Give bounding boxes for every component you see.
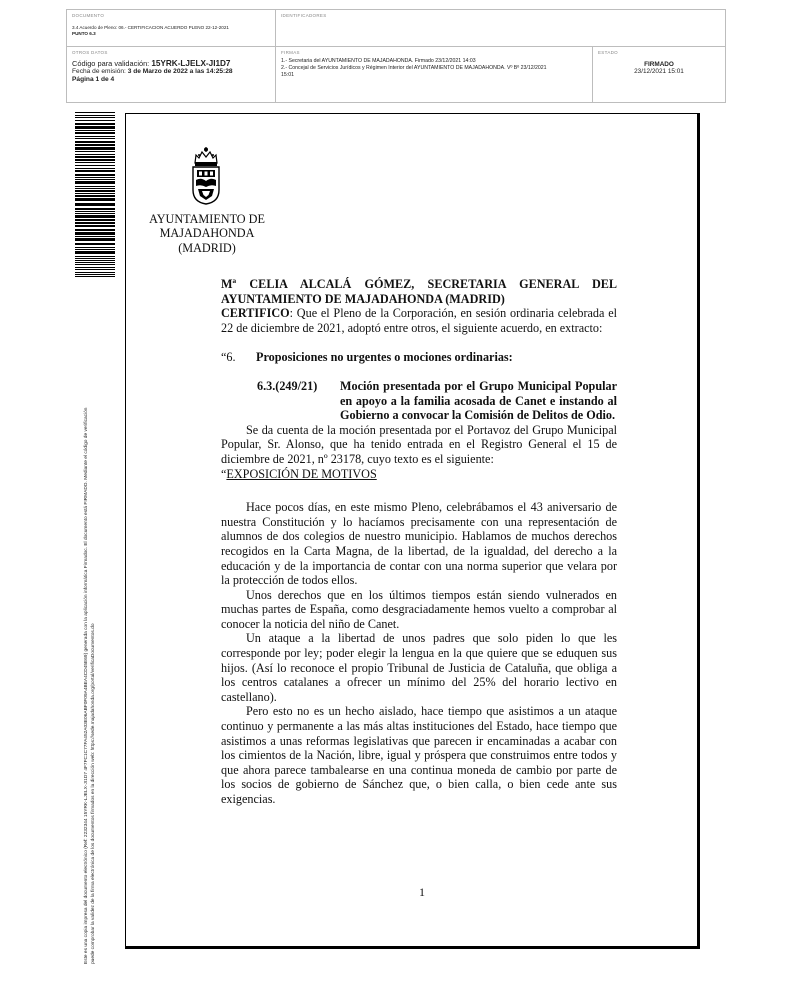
documento-line-2: PUNTO 6.3: [72, 31, 96, 36]
paragraph-3: Un ataque a la libertad de unos padres que solo piden lo que les corresponde por ley; poder elegir la lengua en la que quiere que se eduquen sus hijos. (Así lo reconoce el propio Tribunal de Justicia de Cataluña, que obliga a los centros catalanes a ofrecer un mínimo del 25% del horario lectivo en castellano).: [221, 631, 617, 704]
validation-code-prefix: Código para validación:: [72, 59, 150, 68]
barcode-stripe: [75, 130, 115, 131]
firmas-label: FIRMAS: [281, 50, 300, 55]
issue-date-prefix: Fecha de emisión:: [72, 68, 126, 75]
paragraph-1: Hace pocos días, en este mismo Pleno, celebrábamos el 43 aniversario de nuestra Constitución y lo hacíamos precisamente con una representación de alumnos de dos colegios de nuestro municipio. Hablamos de muchos derechos recogidos en la Carta Magna, de la libertad, de la igualdad, del derecho a la educación y de la importancia de contar con una norma superior que velara por la protección de todos ellos.: [221, 500, 617, 588]
letterhead: [145, 212, 269, 255]
letterhead-line-3: (MADRID): [178, 240, 236, 255]
otros-datos-label: OTROS DATOS: [72, 50, 108, 55]
signature-1: 1.- Secretaria del AYUNTAMIENTO DE MAJADAHONDA. Firmado 23/12/2021 14:03: [281, 58, 476, 64]
otros-datos-cell: [67, 47, 276, 102]
barcode-stripe: [75, 136, 115, 137]
barcode-stripe: [75, 251, 115, 254]
barcode-stripe: [75, 262, 115, 263]
barcode-stripe: [75, 198, 115, 201]
barcode-stripe: [75, 186, 115, 187]
motion-title: Moción presentada por el Grupo Municipal Popular en apoyo a la familia acosada de Canet e instando al Gobierno a convocar la Comisión de Delitos de Odio.: [340, 378, 617, 423]
validation-code: 15YRK-LJELX-JI1D7: [151, 59, 231, 68]
barcode-stripe: [75, 225, 115, 227]
paragraph-cuenta: Se da cuenta de la moción presentada por el Portavoz del Grupo Municipal Popular, Sr. Alonso, que ha tenido entrada en el Registro General el 15 de diciembre de 2021, nº 23178, cuyo texto es el siguiente:: [221, 422, 617, 466]
barcode-stripe: [75, 188, 115, 189]
barcode-stripe: [75, 190, 115, 192]
barcode-stripe: [75, 215, 115, 218]
side-text-line-1: Este es una copia impresa del documento electrónico (Ref: 2232344 15YRK-LJELX-JI1D7 4F7FC1C77FA452A03E06ABF0F09A4BEA4CD45E69) generada con la aplicación informática Firmadoc. El documento está FIRMADO. Mediante el código de verificación: [84, 407, 89, 964]
exposicion-title: EXPOSICIÓN DE MOTIVOS: [226, 466, 377, 481]
estado-label: ESTADO: [598, 50, 618, 55]
barcode-stripe: [75, 126, 115, 129]
certifico-paragraph: [221, 306, 617, 335]
motion-heading: [257, 379, 617, 423]
barcode-stripe: [75, 179, 115, 180]
barcode-stripe: [75, 141, 115, 143]
motion-number: 6.3.(249/21): [257, 378, 318, 393]
agenda-item-6: [221, 350, 617, 365]
barcode-stripe: [75, 168, 115, 169]
document-header: [66, 9, 726, 103]
barcode-stripe: [75, 115, 115, 116]
barcode-stripe: [75, 165, 115, 166]
coat-of-arms-icon: [189, 146, 223, 206]
header-row-1: [67, 10, 725, 47]
barcode-stripe: [75, 154, 115, 155]
barcode-stripe: [75, 195, 115, 197]
agenda-item-number: “6.: [221, 350, 236, 365]
status-date: 23/12/2021 15:01: [634, 68, 684, 75]
barcode-stripe: [75, 243, 115, 245]
barcode-stripe: [75, 229, 115, 231]
barcode-stripe: [75, 211, 115, 212]
barcode-stripe: [75, 247, 115, 248]
issue-date-line: [72, 68, 270, 76]
barcode-stripe: [75, 203, 115, 206]
firmas-cell: [276, 47, 593, 102]
barcode-stripe: [75, 256, 115, 257]
exposicion-quote: “: [221, 466, 227, 481]
barcode-stripe: [75, 213, 115, 214]
barcode-stripe: [75, 193, 115, 194]
page-count: Página 1 de 4: [72, 76, 115, 83]
certifico-text: : Que el Pleno de la Corporación, en sesión ordinaria celebrada el 22 de diciembre de 2021, adoptó entre otros, el siguiente acuerdo, en extracto:: [221, 306, 617, 335]
barcode-stripe: [75, 123, 115, 125]
barcode-stripe: [75, 232, 115, 235]
paragraph-2: Unos derechos que en los últimos tiempos están siendo vulnerados en muchas partes de España, como desgraciadamente hemos vuelto a comprobar al conocer la noticia del niño de Canet.: [221, 587, 617, 631]
barcode-stripe: [75, 156, 115, 158]
barcode-stripe: [75, 117, 115, 118]
barcode-stripe: [75, 138, 115, 139]
barcode-stripe: [75, 144, 115, 146]
barcode-stripe: [75, 238, 115, 241]
letterhead-line-1: AYUNTAMIENTO DE: [149, 212, 265, 226]
documento-line-1: 3.4 Acuerdo de Pleno: 06.- CERTIFICACION ACUERDO PLENO 22-12-2021: [72, 25, 229, 30]
estado-cell: [593, 47, 725, 102]
document-body: [221, 277, 617, 807]
barcode-stripe: [75, 222, 115, 224]
barcode-stripe: [75, 147, 115, 150]
validation-code-line: [72, 59, 270, 68]
barcode-stripe: [75, 120, 115, 121]
barcode-stripe: [75, 132, 115, 134]
barcode-stripe: [75, 112, 115, 113]
barcode-stripe: [75, 162, 115, 163]
identificadores-label: IDENTIFICADORES: [281, 13, 327, 18]
documento-cell: [67, 10, 276, 46]
signature-2-time: 15:01: [281, 71, 294, 78]
certifico-label: CERTIFICO: [221, 306, 290, 321]
letterhead-line-2: MAJADAHONDA: [159, 226, 255, 241]
side-text-line-2: puede comprobar la validez de la firma electrónica de los documentos firmados en la dirección web: https://sede.majadahonda.org/portal/verificaDocumentos.do: [90, 623, 96, 964]
header-row-2: [67, 47, 725, 102]
barcode-stripe: [75, 170, 115, 172]
barcode-stripe: [75, 159, 115, 161]
verification-side-text: [84, 264, 97, 964]
certifier-title: Mª CELIA ALCALÁ GÓMEZ, SECRETARIA GENERAL DEL AYUNTAMIENTO DE MAJADAHONDA (MADRID): [221, 277, 617, 306]
barcode-stripe: [75, 151, 115, 152]
paragraph-4: Pero esto no es un hecho aislado, hace tiempo que asistimos a un ataque continuo y permanente a las más altas instituciones del Estado, hace tiempo que asistimos a unas reformas legislativas que parecen ir encaminadas a acabar con los cimientos de la Nación, libre, igual y próspera que construimos entre todos y que ahora parece tambalearse en una continua moneda de cambio por parte de los socios de gobierno de Sánchez que, o bien calla, o bien cede ante sus exigencias.: [221, 704, 617, 806]
barcode-stripe: [75, 219, 115, 221]
issue-date: 3 de Marzo de 2022 a las 14:25:28: [127, 68, 233, 75]
barcode-stripe: [75, 177, 115, 178]
status-badge: FIRMADO: [644, 61, 674, 68]
documento-label: DOCUMENTO: [72, 13, 105, 18]
barcode-stripe: [75, 260, 115, 261]
barcode-stripe: [75, 208, 115, 210]
barcode-stripe: [75, 249, 115, 250]
barcode-stripe: [75, 181, 115, 184]
barcode-stripe: [75, 174, 115, 176]
identificadores-cell: [276, 10, 725, 46]
page-number: 1: [419, 885, 425, 899]
barcode: [75, 112, 115, 278]
barcode-stripe: [75, 258, 115, 259]
signature-2: 2.- Concejal de Servicios Jurídicos y Régimen Interior del AYUNTAMIENTO DE MAJADAHONDA. Vº Bº 23/12/2021: [281, 64, 547, 71]
exposicion-heading: [221, 467, 617, 482]
barcode-stripe: [75, 236, 115, 237]
agenda-item-title: Proposiciones no urgentes o mociones ordinarias:: [256, 350, 513, 365]
